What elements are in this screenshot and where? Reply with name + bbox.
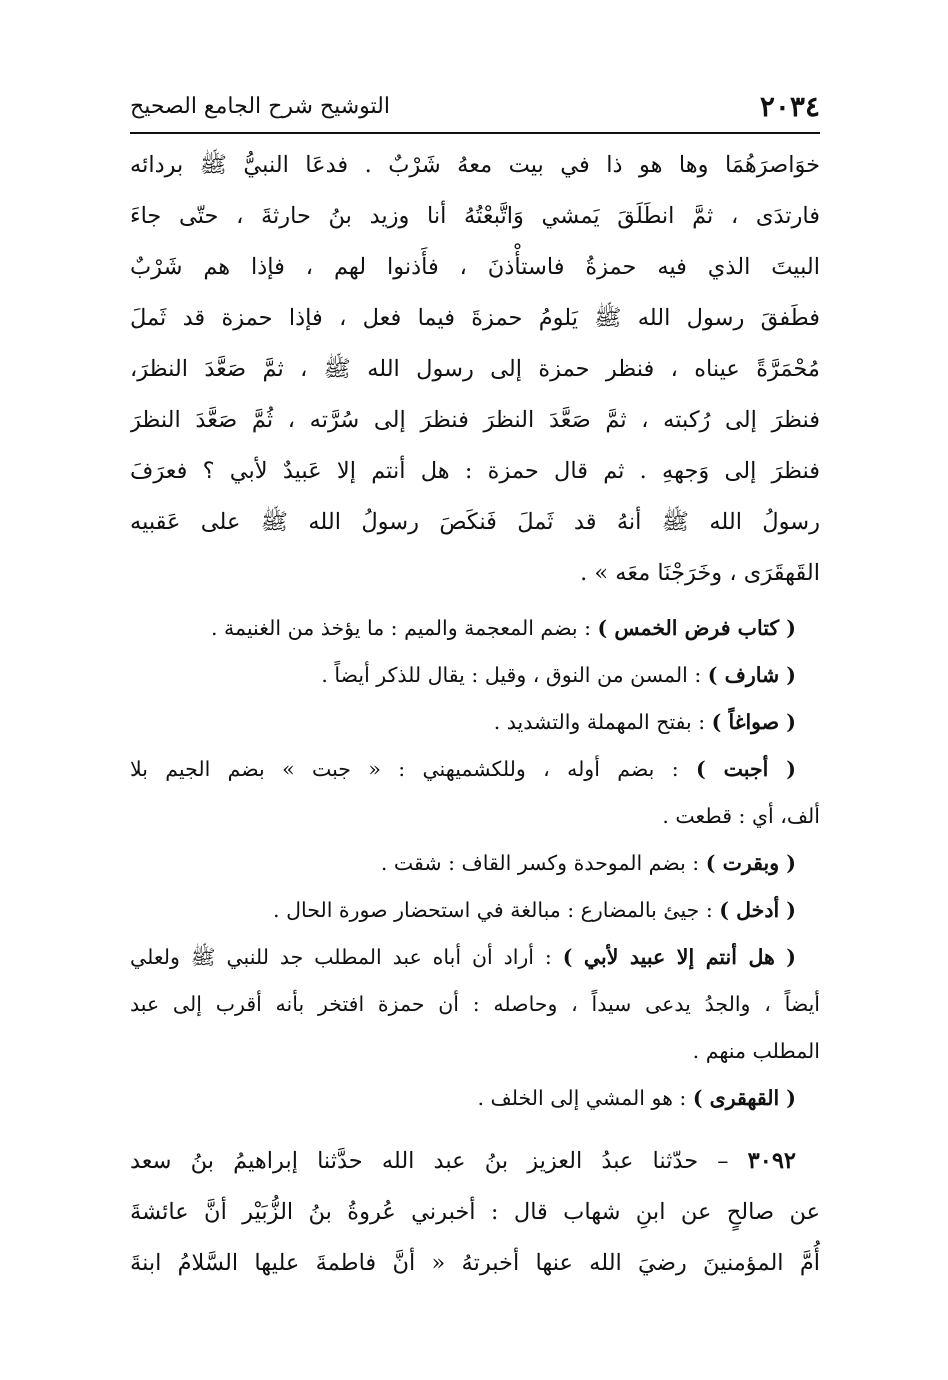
note-entry xyxy=(130,652,820,699)
header-rule xyxy=(130,132,820,134)
note-text: : بضم أوله ، وللكشميهني : « جبت » بضم الجيم بلا xyxy=(130,757,696,781)
note-entry xyxy=(130,887,820,934)
text-line: فنظرَ إلى رُكبته ، ثمَّ صَعَّدَ النظرَ فنظرَ إلى سُرَّته ، ثُمَّ صَعَّدَ النظرَ xyxy=(130,407,820,433)
note-entry xyxy=(130,699,820,746)
note-text: : بضم المعجمة والميم : ما يؤخذ من الغنيمة . xyxy=(211,616,598,640)
text-line: فطَفقَ رسول الله ﷺ يَلومُ حمزةَ فيما فعل ، فإذا حمزة قد ثَملَ xyxy=(130,305,820,331)
note-term: ( صواغاً ) xyxy=(711,710,796,734)
note-entry xyxy=(130,605,820,652)
main-text xyxy=(130,140,820,599)
text-line: خوَاصرَهُمَا وها هو ذا في بيت معهُ شَرْبٌ . فدعَا النبيُّ ﷺ بردائه xyxy=(130,152,820,178)
hadith-line xyxy=(130,1136,820,1187)
hadith-text: – حدّثنا عبدُ العزيز بنُ عبد الله حدَّثنا إبراهيمُ بنُ سعد xyxy=(130,1148,748,1174)
note-text: : أراد أن أباه عبد المطلب جد للنبي ﷺ ولعلي xyxy=(130,945,563,969)
note-term: ( كتاب فرض الخمس ) xyxy=(597,616,796,640)
note-continuation: أيضاً ، والجدُ يدعى سيداً ، وحاصله : أن حمزة افتخر بأنه أقرب إلى عبد xyxy=(130,992,820,1016)
note-term: ( وبقرت ) xyxy=(705,851,796,875)
text-line: رسولُ الله ﷺ أنهُ قد ثَملَ فَنكَصَ رسولُ الله ﷺ على عَقبيه xyxy=(130,509,820,535)
notes-section xyxy=(130,605,820,1122)
note-term: ( القهقرى ) xyxy=(692,1086,796,1110)
note-entry xyxy=(130,934,820,981)
note-text: : بفتح المهملة والتشديد . xyxy=(493,710,712,734)
note-text: : هو المشي إلى الخلف . xyxy=(477,1086,693,1110)
hadith-line: عن صالحٍ عن ابنِ شهاب قال : أخبرني عُروةُ بنُ الزُّبَيْر أنَّ عائشةَ xyxy=(130,1199,820,1225)
note-entry xyxy=(130,1075,820,1122)
text-line: فنظرَ إلى وَجههِ . ثم قال حمزة : هل أنتم إلا عَبيدٌ لأبي ؟ فعرَفَ xyxy=(130,458,820,484)
note-text: : المسن من النوق ، وقيل : يقال للذكر أيضاً . xyxy=(321,663,708,687)
note-term: ( شارف ) xyxy=(707,663,796,687)
note-term: ( أجبت ) xyxy=(695,757,796,781)
text-line: القَهقَرَى ، وخَرَجْنَا معَه » . xyxy=(580,560,820,586)
text-line: مُحْمَرَّةً عيناه ، فنظر حمزة إلى رسول الله ﷺ ، ثمَّ صَعَّدَ النظرَ، xyxy=(130,356,820,382)
note-continuation: ألف، أي : قطعت . xyxy=(662,804,820,828)
note-continuation: المطلب منهم . xyxy=(692,1039,820,1063)
note-entry xyxy=(130,746,820,793)
page-body xyxy=(130,140,820,1289)
text-line: فارتدَى ، ثمَّ انطَلَقَ يَمشي وَاتَّبعْتُهُ أنا وزيد بنُ حارثةَ ، حتّى جاءَ xyxy=(130,203,820,229)
note-term: ( هل أنتم إلا عبيد لأبي ) xyxy=(562,945,796,969)
hadith-section xyxy=(130,1136,820,1289)
text-line: البيتَ الذي فيه حمزةُ فاستأْذنَ ، فأَذنوا لهم ، فإذا هم شَرْبٌ xyxy=(130,254,820,280)
page-number: ٢٠٣٤ xyxy=(759,90,820,123)
hadith-line: أُمَّ المؤمنينَ رضيَ الله عنها أخبرتهُ « أنَّ فاطمةَ عليها السَّلامُ ابنةَ xyxy=(130,1250,820,1276)
hadith-number: ٣٠٩٢ xyxy=(747,1148,796,1174)
note-entry xyxy=(130,840,820,887)
running-title: التوشيح شرح الجامع الصحيح xyxy=(130,94,390,119)
note-text: : بضم الموحدة وكسر القاف : شقت . xyxy=(380,851,706,875)
note-term: ( أدخل ) xyxy=(719,898,796,922)
note-text: : جيئ بالمضارع : مبالغة في استحضار صورة الحال . xyxy=(273,898,720,922)
page-header xyxy=(130,90,820,124)
